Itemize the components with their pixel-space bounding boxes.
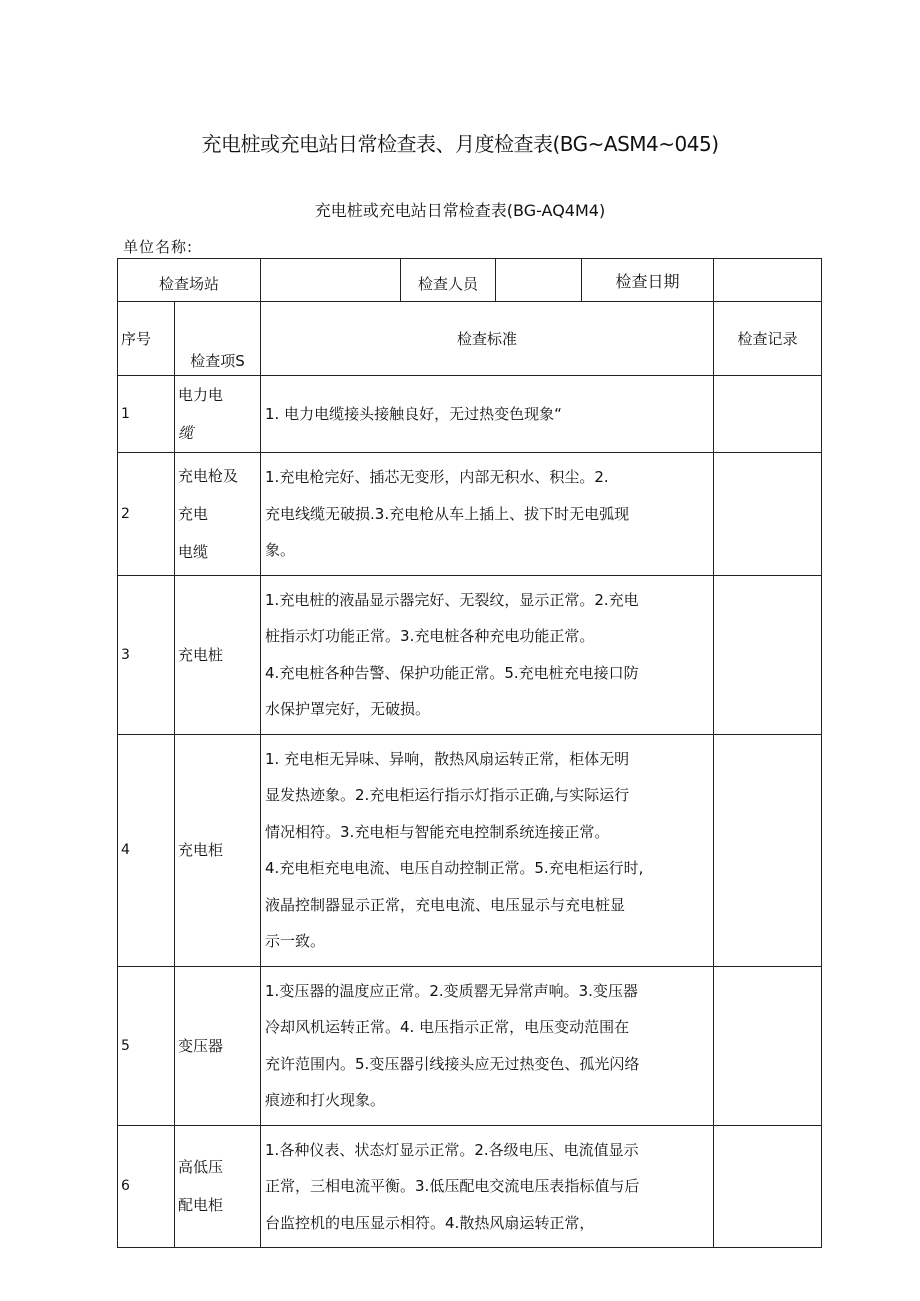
row-standard [261, 453, 714, 576]
table-row [118, 966, 822, 1125]
table-row [118, 575, 822, 734]
row-item-line: 配电柜 [178, 1196, 224, 1215]
standard-line: 象。 [265, 541, 296, 559]
row-item-line: 电缆 [178, 542, 209, 561]
row-item [175, 1125, 261, 1248]
table-subtitle: 充电桩或充电站日常检查表(BG-AQ4M4) [314, 201, 606, 220]
standard-line: 1.充电桩的液晶显示器完好、无裂纹，显示正常。2.充电 [265, 590, 639, 609]
row-item-line: 充电桩 [178, 645, 224, 664]
standard-line: 充许范围内。5.变压器引线接头应无过热变色、孤光闪络 [265, 1054, 640, 1073]
row-item-line: 高低压 [178, 1158, 224, 1177]
table-row [118, 734, 822, 966]
row-item-line: 充电 [178, 504, 209, 523]
date-label: 检查日期 [582, 259, 714, 302]
row-no: 4 [118, 734, 175, 966]
row-item-line: 充电柜 [178, 841, 224, 859]
standard-line: 液晶控制器显示正常，充电电流、电压显示与充电桩显 [265, 895, 626, 914]
standard-line: 痕迹和打火现象。 [265, 1091, 386, 1109]
unit-name-label: 单位名称: [123, 238, 194, 256]
standard-line: 示一致。 [265, 932, 326, 950]
row-no: 2 [118, 453, 175, 576]
station-label: 检查场站 [118, 259, 261, 302]
standard-line: 4.充电桩各种告警、保护功能正常。5.充电桩充电接口防 [265, 663, 639, 682]
header-record: 检查记录 [714, 302, 822, 376]
standard-line: 1.各种仪表、状态灯显示正常。2.各级电压、电流值显示 [265, 1140, 639, 1159]
date-value-cell[interactable] [714, 259, 822, 302]
row-no: 3 [118, 575, 175, 734]
row-no: 1 [118, 376, 175, 453]
header-standard: 检查标准 [261, 302, 714, 376]
standard-line: 桩指示灯功能正常。3.充电桩各种充电功能正常。 [265, 627, 595, 645]
row-standard [261, 966, 714, 1125]
inspection-table [117, 258, 822, 1248]
table-row [118, 376, 822, 453]
row-item-line: 充电枪及 [178, 466, 239, 485]
header-row [118, 302, 822, 376]
info-row [118, 259, 822, 302]
standard-line: 1. 充电柜无异味、异响，散热风扇运转正常，柜体无明 [265, 749, 630, 768]
station-value-cell[interactable] [261, 259, 401, 302]
row-no: 6 [118, 1125, 175, 1248]
standard-line: 情况相符。3.充电柜与智能充电控制系统连接正常。 [265, 822, 610, 841]
document-title: 充电桩或充电站日常检查表、月度检查表(BG~ASM4~045) [201, 132, 719, 156]
row-standard [261, 376, 714, 453]
row-no: 5 [118, 966, 175, 1125]
row-item [175, 966, 261, 1125]
table-row [118, 1125, 822, 1248]
header-no: 序号 [118, 302, 175, 376]
row-standard [261, 1125, 714, 1248]
standard-line: 充电线缆无破损.3.充电枪从车上插上、拔下时无电弧现 [265, 504, 630, 523]
inspector-label: 检查人员 [401, 259, 496, 302]
standard-line: 1.充电枪完好、插芯无变形，内部无积水、积尘。2. [265, 468, 609, 486]
header-item: 检查项S [175, 302, 261, 376]
row-item-line: 变压器 [178, 1036, 224, 1055]
row-item-line: 电力电 [178, 386, 224, 404]
standard-line: 台监控机的电压显示相符。4.散热风扇运转正常， [265, 1213, 595, 1232]
standard-line: 冷却风机运转正常。4. 电压指示正常，电压变动范围在 [265, 1018, 630, 1036]
standard-line: 正常，三相电流平衡。3.低压配电交流电压表指标值与后 [265, 1177, 640, 1195]
standard-line: 4.充电柜充电电流、电压自动控制正常。5.充电柜运行时, [265, 859, 644, 877]
row-standard [261, 575, 714, 734]
row-standard [261, 734, 714, 966]
standard-line: 1.变压器的温度应正常。2.变质罂无异常声响。3.变压器 [265, 981, 638, 1000]
row-item [175, 575, 261, 734]
row-record[interactable] [714, 966, 822, 1125]
row-item [175, 453, 261, 576]
row-record[interactable] [714, 734, 822, 966]
standard-line: 显发热迹象。2.充电柜运行指示灯指示正确,与实际运行 [265, 786, 630, 804]
table-row [118, 453, 822, 576]
row-record[interactable] [714, 453, 822, 576]
row-item [175, 734, 261, 966]
row-item [175, 376, 261, 453]
standard-line: 1. 电力电缆接头接触良好，无过热变色现象“ [265, 404, 562, 423]
row-item-line: 缆 [178, 424, 194, 442]
standard-line: 水保护罩完好，无破损。 [265, 700, 431, 718]
row-record[interactable] [714, 1125, 822, 1248]
inspector-value-cell[interactable] [496, 259, 582, 302]
row-record[interactable] [714, 575, 822, 734]
row-record[interactable] [714, 376, 822, 453]
